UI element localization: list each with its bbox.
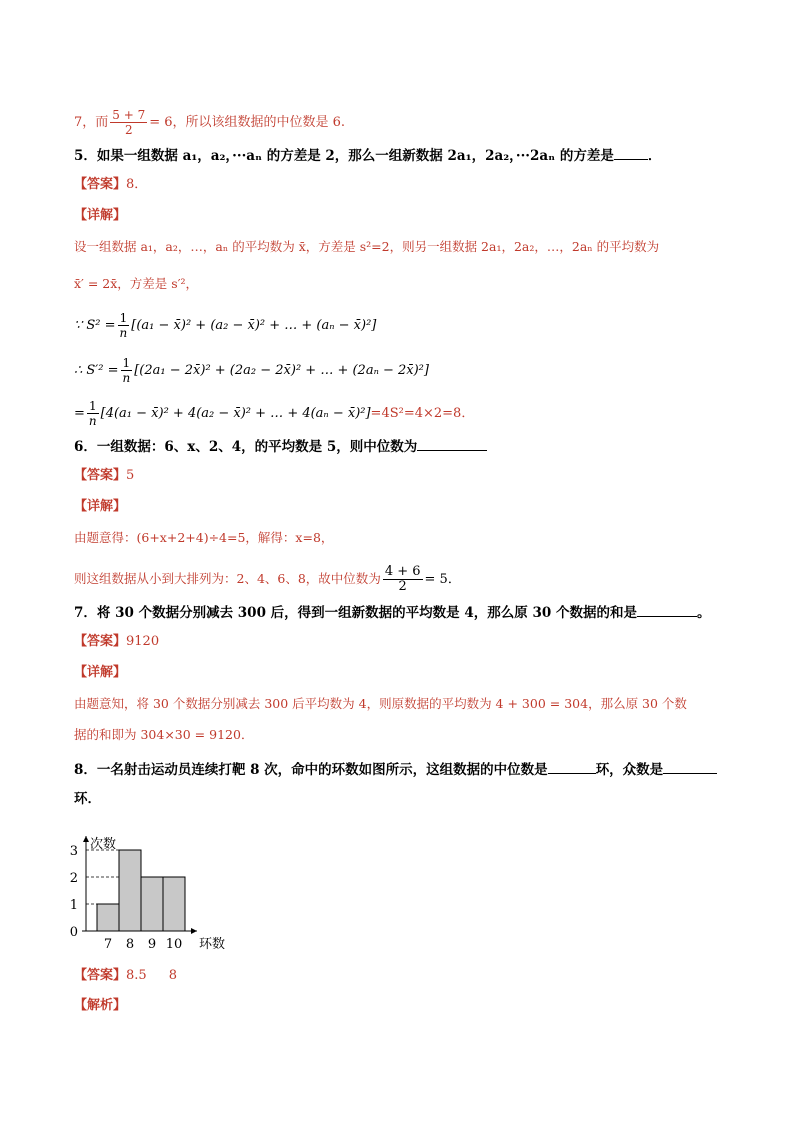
question-7-end: 。 [696,605,711,621]
frac-numerator: 5 + 7 [112,108,146,122]
answer-row [74,967,177,985]
answer-row [74,467,134,485]
frac-denominator: n [122,371,131,385]
x-tick-label: 10 [165,937,183,952]
y-axis-label: 次数 [90,837,117,852]
formula-lhs: ∵ S² = [74,318,116,333]
answer-row [74,176,147,194]
answer-row [74,633,159,651]
detail-text: 则这组数据从小到大排列为：2、4、6、8，故中位数为 [74,571,381,586]
formula-line [74,399,474,428]
text-prefix: 7，而 [74,115,109,130]
x-axis-label: 环数 [199,937,226,952]
bar-8 [119,850,141,931]
fraction [87,399,99,428]
answer-value: 5 [126,468,135,483]
detail-line [74,565,461,594]
detail-text: 据的和即为 304×30 = 9120． [74,727,254,742]
detail-line [74,275,198,293]
question-5-end: ． [647,148,662,164]
question-5-text: 5．如果一组数据 a₁，a₂，···aₙ 的方差是 2，那么一组新数据 2a₁，2a₂，···2aₙ 的方差是 [74,148,614,164]
x-tick-label: 8 [125,937,135,952]
answer-blank [614,146,648,160]
frac-denominator: n [119,326,128,340]
y-tick-label: 2 [69,871,78,886]
detail-text: 由题意得：(6+x+2+4)÷4=5，解得：x=8， [74,530,334,545]
answer-value: 9120 [126,634,160,649]
bar-10 [163,877,185,931]
question-6 [74,437,487,456]
answer-blank [548,760,596,774]
answer-blank [663,760,717,774]
detail-label: 【详解】 [74,208,127,223]
answer-label: 【答案】 [74,634,127,649]
bar-7 [97,904,119,931]
answer-blank [637,603,697,617]
formula-result: = 5． [424,572,461,587]
frac-numerator: 1 [87,399,99,414]
formula-result: =4S²=4×2=8． [370,406,475,421]
question-8-end-line [74,790,101,808]
detail-row [74,664,126,682]
formula-line [74,356,429,385]
text-suffix: = 6，所以该组数据的中位数是 6. [149,115,346,130]
frac-denominator: n [88,414,97,428]
bar-chart [66,815,266,955]
x-tick-label: 7 [103,937,113,952]
y-axis-arrow [83,836,89,842]
detail-text: 由题意知，将 30 个数据分别减去 300 后平均数为 4，则原数据的平均数为 4 + 300 = 304，那么原 30 个数 [74,696,687,711]
answer-label: 【答案】 [74,968,127,983]
question-8-mid: 环，众数是 [595,762,664,778]
frac-numerator: 4 + 6 [384,564,421,579]
x-axis-arrow [191,928,197,934]
frac-denominator: 2 [398,579,407,594]
detail-line [74,238,659,256]
detail-text: x̄′ = 2x̄，方差是 s′²， [74,276,199,291]
fraction [121,356,133,385]
frac-denominator: 2 [124,123,133,137]
detail-text: 设一组数据 a₁，a₂，…，aₙ 的平均数为 x̄，方差是 s²=2，则另一组数据 2a₁，2a₂，…，2aₙ 的平均数为 [74,239,660,254]
detail-line [74,695,687,713]
question-8-end: 环． [74,791,101,807]
y-tick-label: 0 [69,925,78,940]
answer-label: 【答案】 [74,468,127,483]
formula-rhs: [4(a₁ − x̄)² + 4(a₂ − x̄)² + … + 4(aₙ − x̄)²] [100,406,371,421]
y-tick-label: 3 [69,844,78,859]
question-7-text: 7．将 30 个数据分别减去 300 后，得到一组新数据的平均数是 4，那么原 30 个数据的和是 [74,605,637,621]
formula-line [74,311,376,340]
frac-numerator: 1 [121,356,133,371]
question-6-text: 6．一组数据：6、x、2、4，的平均数是 5，则中位数为 [74,439,418,455]
fraction [110,108,147,137]
question-8 [74,760,717,779]
detail-label: 【详解】 [74,499,127,514]
fraction [383,565,423,594]
answer-value-2: 8 [168,968,177,983]
fraction [118,311,130,340]
line-median-conclusion [74,108,345,137]
formula-rhs: [(a₁ − x̄)² + (a₂ − x̄)² + … + (aₙ − x̄)²] [131,318,377,333]
answer-label: 【答案】 [74,177,127,192]
answer-value: 8． [126,177,148,192]
detail-line [74,726,253,744]
detail-label: 【详解】 [74,665,127,680]
formula-lhs: = [74,406,85,421]
answer-blank [417,437,487,451]
question-8-text: 8．一名射击运动员连续打靶 8 次，命中的环数如图所示，这组数据的中位数是 [74,762,548,778]
analysis-row [74,997,126,1015]
formula-rhs: [(2a₁ − 2x̄)² + (2a₂ − 2x̄)² + … + (2aₙ − 2x̄)²] [134,363,429,378]
x-tick-label: 9 [147,937,157,952]
analysis-label: 【解析】 [74,998,127,1013]
detail-line [74,529,333,547]
detail-row [74,498,126,516]
formula-lhs: ∴ S′² = [74,363,119,378]
detail-row [74,207,126,225]
question-7 [74,603,710,622]
answer-value-1: 8.5 [126,968,147,983]
frac-numerator: 1 [118,311,130,326]
question-5 [74,146,661,165]
bar-9 [141,877,163,931]
y-tick-label: 1 [69,898,78,913]
